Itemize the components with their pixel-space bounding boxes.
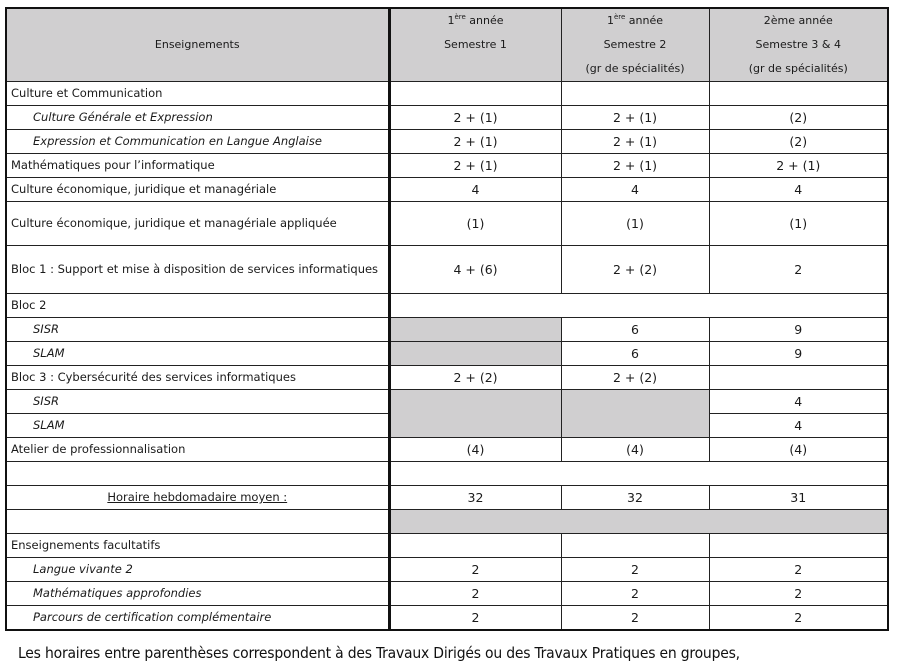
row-label: SLAM <box>6 342 389 366</box>
row-label: Bloc 1 : Support et mise à disposition de services informatiques <box>6 246 389 294</box>
row-label: Enseignements facultatifs <box>6 534 389 558</box>
cell-s34: 4 <box>709 390 888 414</box>
cell-s2: 2 + (2) <box>561 246 709 294</box>
cell-s1-na <box>389 318 561 342</box>
row-label: Langue vivante 2 <box>6 558 389 582</box>
cell-s1: 2 <box>389 558 561 582</box>
cell-s2 <box>561 82 709 106</box>
table-row <box>6 606 888 631</box>
table-row <box>6 246 888 294</box>
cell-s34: 4 <box>709 178 888 202</box>
cell-s34 <box>709 82 888 106</box>
header-semestre-2 <box>561 8 709 82</box>
row-label: Parcours de certification complémentaire <box>6 606 389 631</box>
row-label-empty <box>6 510 389 534</box>
cell-s1-na <box>389 342 561 366</box>
table-row <box>6 106 888 130</box>
table-row <box>6 558 888 582</box>
footnote-text: Les horaires entre parenthèses correspondent à des Travaux Dirigés ou des Travaux Pratiques en groupes, <box>18 644 740 662</box>
cell-s34: 2 <box>709 582 888 606</box>
cell-s2: 2 + (1) <box>561 130 709 154</box>
row-label: Culture économique, juridique et managériale <box>6 178 389 202</box>
cell-s1: 2 <box>389 582 561 606</box>
row-label: Bloc 2 <box>6 294 389 318</box>
table-row <box>6 178 888 202</box>
table-row <box>6 534 888 558</box>
cell-s2: 2 + (2) <box>561 366 709 390</box>
row-label <box>6 486 389 510</box>
cell-s34: (1) <box>709 202 888 246</box>
cell-s2: 32 <box>561 486 709 510</box>
table-row <box>6 294 888 318</box>
header-s2-note: (gr de spécialités) <box>585 62 685 75</box>
header-s34-semester: Semestre 3 & 4 <box>755 38 841 51</box>
cell-s1: 4 <box>389 178 561 202</box>
cell-s34: 2 <box>709 558 888 582</box>
header-s2-semester: Semestre 2 <box>603 38 667 51</box>
cell-separator <box>389 510 888 534</box>
table-row <box>6 130 888 154</box>
row-label: Bloc 3 : Cybersécurité des services informatiques <box>6 366 389 390</box>
row-label: Culture et Communication <box>6 82 389 106</box>
cell-s34: 2 + (1) <box>709 154 888 178</box>
header-s1-semester: Semestre 1 <box>444 38 507 51</box>
row-label: SLAM <box>6 414 389 438</box>
header-s34-year: 2ème année <box>763 14 833 27</box>
cell-s34 <box>709 534 888 558</box>
cell-empty <box>389 462 888 486</box>
table-row <box>6 154 888 178</box>
cell-s34: (4) <box>709 438 888 462</box>
cell-s34: 9 <box>709 318 888 342</box>
row-label-empty <box>6 462 389 486</box>
cell-s34: 4 <box>709 414 888 438</box>
cell-s34: 9 <box>709 342 888 366</box>
header-s2-year-sup: ère <box>613 13 626 21</box>
cell-s2: 6 <box>561 318 709 342</box>
cell-s34: 31 <box>709 486 888 510</box>
table-row <box>6 318 888 342</box>
cell-s34 <box>709 366 888 390</box>
header-enseignements: Enseignements <box>6 8 389 82</box>
header-s1-year-rest: année <box>465 14 504 27</box>
cell-s2: (1) <box>561 202 709 246</box>
table-row <box>6 366 888 390</box>
row-label: SISR <box>6 318 389 342</box>
cell-s1: 4 + (6) <box>389 246 561 294</box>
cell-s34: 2 <box>709 246 888 294</box>
cell-s1: 2 + (1) <box>389 130 561 154</box>
cell-s2: 2 <box>561 606 709 631</box>
table-row <box>6 202 888 246</box>
table-row <box>6 342 888 366</box>
table-row <box>6 438 888 462</box>
cell-s2 <box>561 534 709 558</box>
table-row <box>6 390 888 414</box>
row-label: Expression et Communication en Langue Anglaise <box>6 130 389 154</box>
cell-s34: 2 <box>709 606 888 631</box>
cell-s1: 2 + (1) <box>389 154 561 178</box>
cell-s2: 4 <box>561 178 709 202</box>
row-label: Mathématiques approfondies <box>6 582 389 606</box>
cell-s1: 32 <box>389 486 561 510</box>
cell-s34: (2) <box>709 130 888 154</box>
row-label: Mathématiques pour l’informatique <box>6 154 389 178</box>
cell-s2: 2 <box>561 558 709 582</box>
row-label: SISR <box>6 390 389 414</box>
header-s34-note: (gr de spécialités) <box>748 62 848 75</box>
cell-s1 <box>389 534 561 558</box>
cell-s2: (4) <box>561 438 709 462</box>
header-s2-year-rest: année <box>625 14 664 27</box>
total-label: Horaire hebdomadaire moyen : <box>107 490 288 504</box>
header-semestre-3-4 <box>709 8 888 82</box>
cell-s1: 2 + (1) <box>389 106 561 130</box>
table-row-total <box>6 486 888 510</box>
cell-s2: 2 <box>561 582 709 606</box>
cell-s2: 6 <box>561 342 709 366</box>
schedule-table <box>5 7 889 631</box>
cell-s2: 2 + (1) <box>561 154 709 178</box>
cell-s34: (2) <box>709 106 888 130</box>
cell-empty <box>389 294 888 318</box>
header-s1-year-sup: ère <box>454 13 466 21</box>
cell-s1 <box>389 82 561 106</box>
table-row-separator <box>6 510 888 534</box>
header-s2-year-num: 1 <box>606 14 614 27</box>
header-s1-year-num: 1 <box>447 14 455 27</box>
table-row <box>6 82 888 106</box>
cell-s1: (1) <box>389 202 561 246</box>
header-semestre-1 <box>389 8 561 82</box>
table-row <box>6 582 888 606</box>
row-label: Culture économique, juridique et managériale appliquée <box>6 202 389 246</box>
table-row-spacer <box>6 462 888 486</box>
cell-s1: 2 + (2) <box>389 366 561 390</box>
row-label: Culture Générale et Expression <box>6 106 389 130</box>
cell-s1: 2 <box>389 606 561 631</box>
header-row <box>6 8 888 82</box>
cell-s2-na <box>561 390 709 438</box>
cell-s1: (4) <box>389 438 561 462</box>
row-label: Atelier de professionnalisation <box>6 438 389 462</box>
cell-s1-na <box>389 390 561 438</box>
cell-s2: 2 + (1) <box>561 106 709 130</box>
